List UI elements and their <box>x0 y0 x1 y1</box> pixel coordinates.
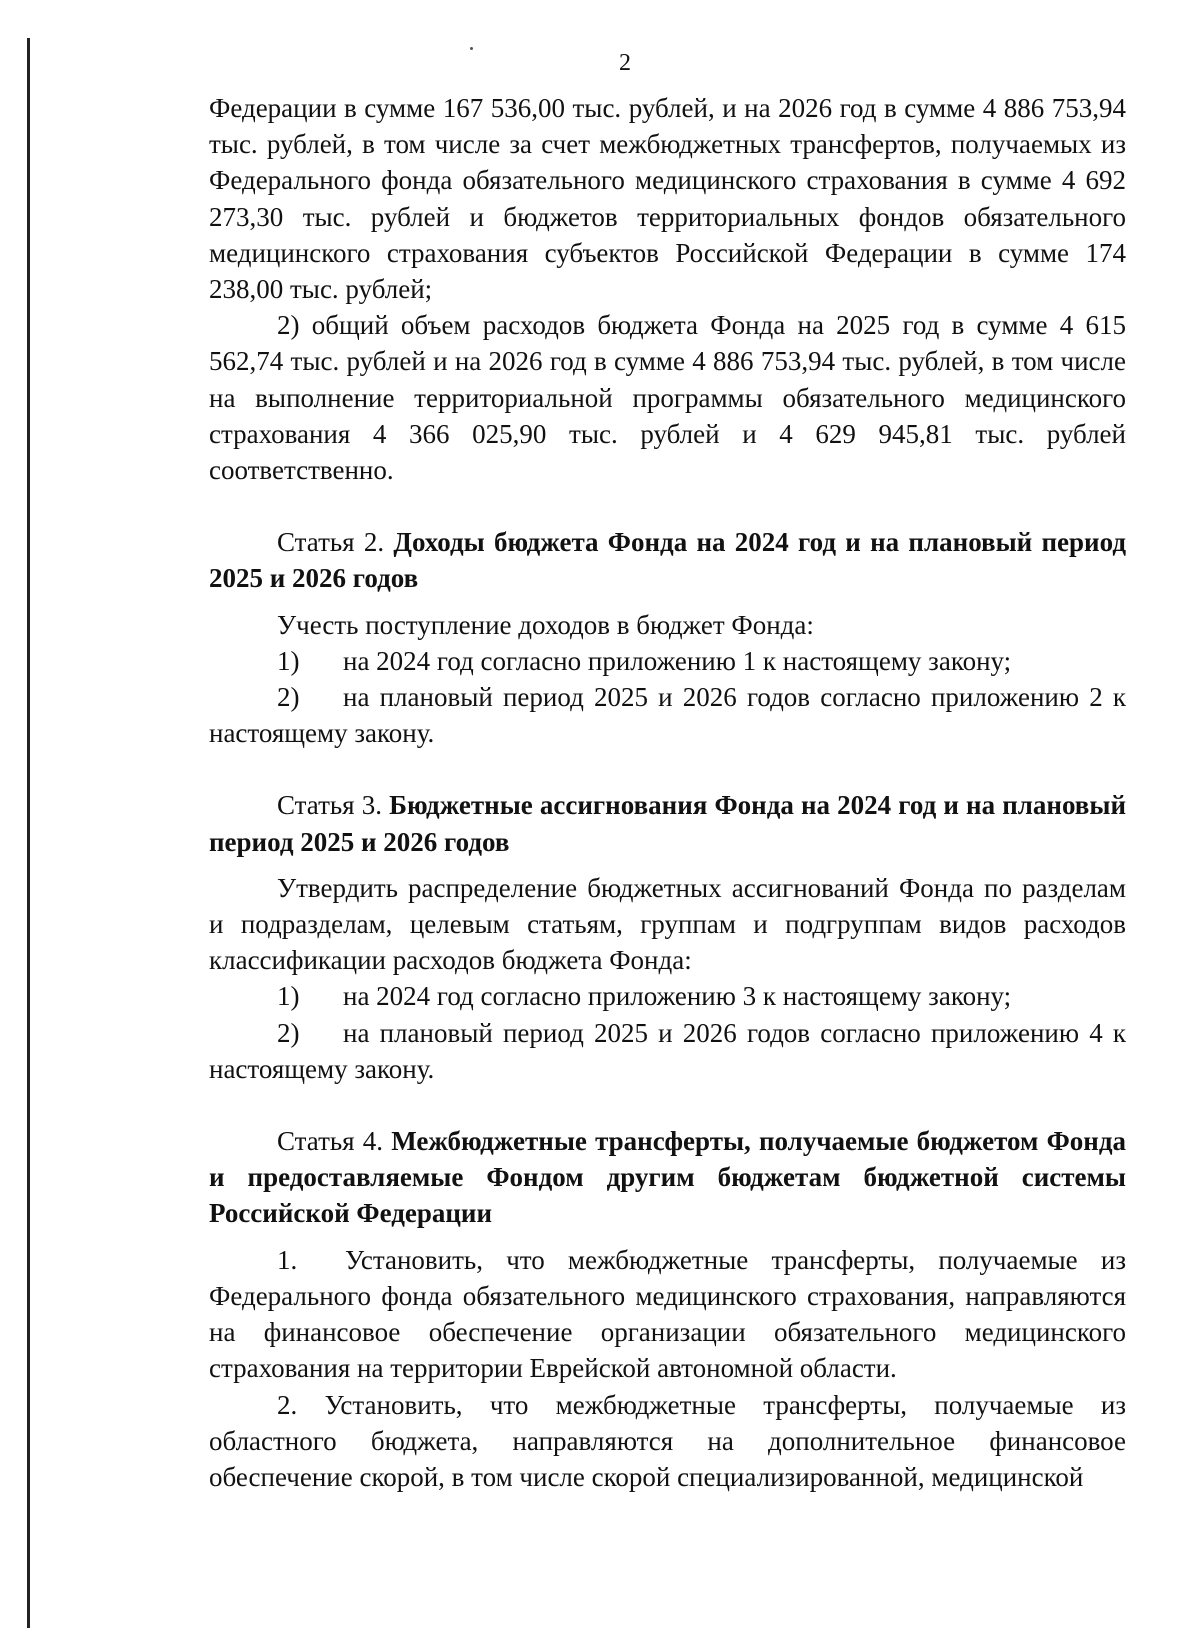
article-2-item-1 <box>209 643 1126 679</box>
list-text: на 2024 год согласно приложению 3 к настоящему закону; <box>343 981 1012 1012</box>
article-3-title: Бюджетные ассигнования Фонда на 2024 год и на плановый период 2025 и 2026 годов <box>209 790 1127 857</box>
article-3-heading <box>209 787 1126 859</box>
article-2-item-2 <box>209 679 1126 751</box>
list-text: на плановый период 2025 и 2026 годов согласно приложению 4 к настоящему закону. <box>209 1017 1126 1084</box>
point-number: 2. <box>277 1389 298 1420</box>
article-2-intro: Учесть поступление доходов в бюджет Фонда: <box>277 609 814 640</box>
list-number: 2) <box>277 682 300 713</box>
document-body <box>209 90 1126 1495</box>
scan-edge-line <box>27 38 30 1628</box>
article-3-item-1 <box>209 978 1126 1014</box>
article-2-title: Доходы бюджета Фонда на 2024 год и на плановый период 2025 и 2026 годов <box>209 527 1126 594</box>
list-text: на плановый период 2025 и 2026 годов согласно приложению 2 к настоящему закону. <box>209 682 1126 749</box>
paragraph-expenses: 2) общий объем расходов бюджета Фонда на 2025 год в сумме 4 615 562,74 тыс. рублей и на 2026 год в сумме 4 886 753,94 тыс. рублей, в том числе на выполнение территориальной программы обязательного медицинского страхования 4 366 025,90 тыс. рублей и 4 629 945,81 тыс. рублей соответственно. <box>209 310 1126 486</box>
list-number: 1) <box>277 981 300 1012</box>
paragraph-continuation: Федерации в сумме 167 536,00 тыс. рублей, и на 2026 год в сумме 4 886 753,94 тыс. рублей, в том числе за счет межбюджетных трансфертов, получаемых из Федерального фонда обязательного медицинского страхования в сумме 4 692 273,30 тыс. рублей и бюджетов территориальных фондов обязательного медицинского страхования субъектов Российской Федерации в сумме 174 238,00 тыс. рублей; <box>209 93 1126 305</box>
list-number: 1) <box>277 645 300 676</box>
article-4-label: Статья 4. <box>277 1126 384 1157</box>
point-text: Установить, что межбюджетные трансферты, получаемые из Федерального фонда обязательного медицинского страхования, направляются на финансовое обеспечение организации обязательного медицинского страхования на территории Еврейской автономной области. <box>209 1244 1126 1384</box>
article-2-label: Статья 2. <box>277 527 385 558</box>
article-3-intro: Утвердить распределение бюджетных ассигнований Фонда по разделам и подразделам, целевым статьям, группам и подгруппам видов расходов классификации расходов бюджета Фонда: <box>209 872 1126 976</box>
point-text: Установить, что межбюджетные трансферты, получаемые из областного бюджета, направляются на дополнительное финансовое обеспечение скорой, в том числе скорой специализированной, медицинской <box>209 1389 1127 1492</box>
article-4-point-2 <box>209 1387 1126 1496</box>
article-4-title: Межбюджетные трансферты, получаемые бюджетом Фонда и предоставляемые Фондом другим бюджетам бюджетной системы Российской Федерации <box>209 1126 1126 1229</box>
page-number: 2 <box>619 50 631 76</box>
point-number: 1. <box>277 1244 298 1275</box>
list-number: 2) <box>277 1017 300 1048</box>
article-3-label: Статья 3. <box>277 790 382 821</box>
article-4-heading <box>209 1123 1126 1232</box>
article-4-point-1 <box>209 1242 1126 1387</box>
article-3-item-2 <box>209 1015 1126 1087</box>
list-text: на 2024 год согласно приложению 1 к настоящему закону; <box>343 645 1012 676</box>
article-2-heading <box>209 524 1126 596</box>
